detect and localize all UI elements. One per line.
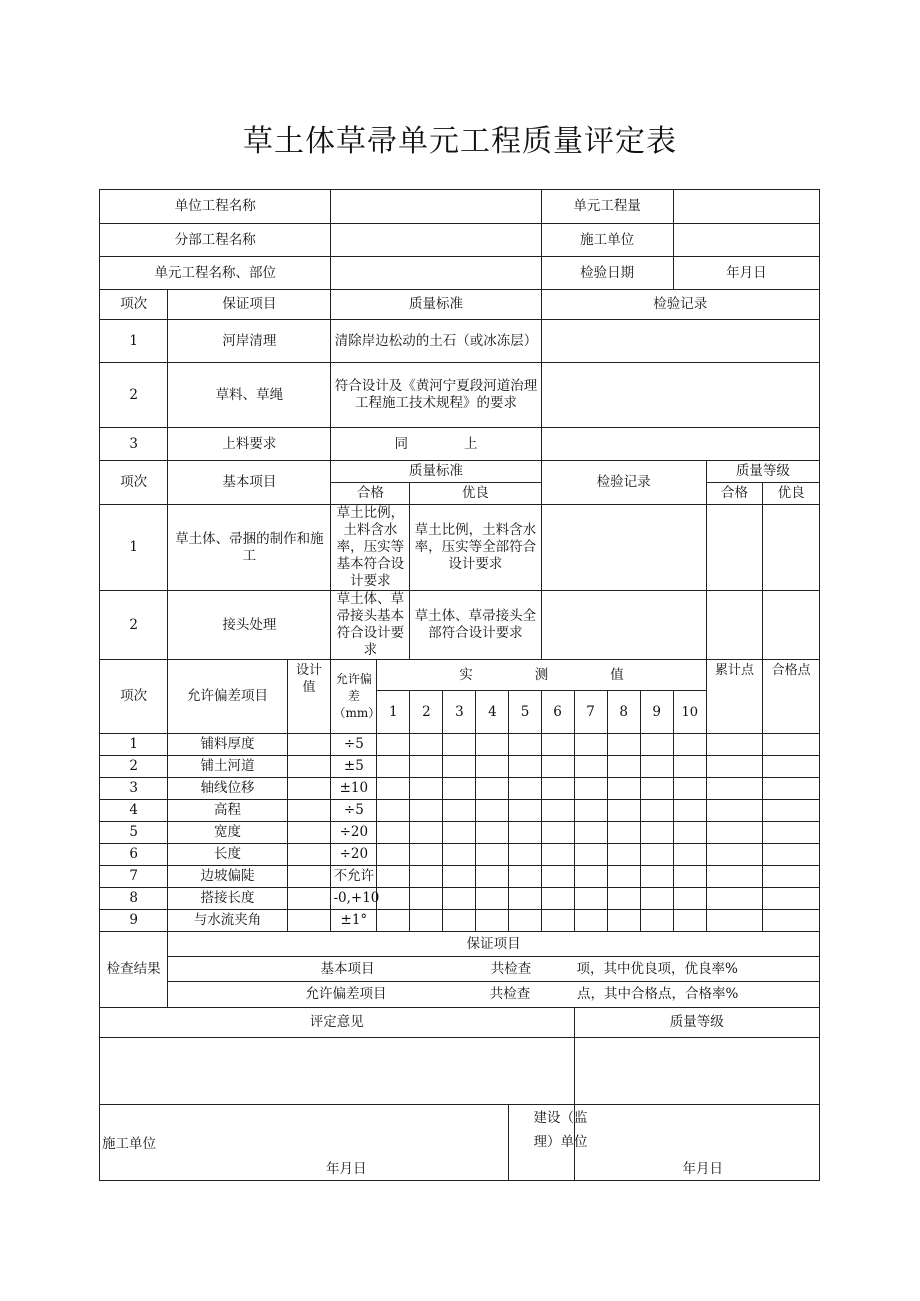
tolerance-row	[100, 800, 820, 822]
tolerance-row-measured	[541, 822, 574, 844]
tolerance-allowed-header: 允许偏差（mm）	[331, 660, 377, 734]
tolerance-row-item: 边坡偏陡	[168, 866, 287, 888]
tolerance-row-measured	[509, 844, 541, 866]
tolerance-row-cumulative	[706, 778, 763, 800]
tolerance-row	[100, 822, 820, 844]
tolerance-item-header: 允许偏差项目	[168, 660, 287, 734]
tolerance-row-measured	[509, 778, 541, 800]
point-header: 8	[607, 691, 640, 734]
tolerance-row-measured	[377, 888, 410, 910]
tolerance-row-measured	[443, 844, 476, 866]
cumulative-points-header: 累计点	[706, 660, 763, 734]
guarantee-row-item: 草料、草绳	[168, 363, 331, 428]
tolerance-row-allowed: ÷5	[331, 800, 377, 822]
owner-unit-label-b: 理）单位	[533, 1134, 588, 1150]
tolerance-row-measured	[410, 844, 443, 866]
tolerance-row-measured	[443, 778, 476, 800]
tolerance-row-measured	[377, 756, 410, 778]
tolerance-row-measured	[673, 822, 706, 844]
tolerance-row-allowed: ÷5	[331, 734, 377, 756]
tolerance-row-measured	[377, 734, 410, 756]
tolerance-row-measured	[574, 866, 607, 888]
tolerance-row-cumulative	[706, 866, 763, 888]
basic-row-index: 1	[100, 505, 168, 591]
same-as-above-a: 同	[394, 435, 408, 452]
tolerance-row-measured	[410, 756, 443, 778]
tolerance-row-measured	[443, 888, 476, 910]
tolerance-row-index: 7	[100, 866, 168, 888]
point-header: 5	[509, 691, 541, 734]
results-basic-row	[168, 957, 820, 982]
tolerance-row-measured	[377, 778, 410, 800]
basic-row-index: 2	[100, 591, 168, 660]
inspection-date-label: 检验日期	[541, 257, 673, 290]
tolerance-row-measured	[443, 866, 476, 888]
tolerance-row-measured	[640, 888, 673, 910]
tolerance-row-item: 高程	[168, 800, 287, 822]
tolerance-row-measured	[541, 888, 574, 910]
unit-project-name-value	[331, 190, 541, 224]
tolerance-row-cumulative	[706, 888, 763, 910]
basic-item-header: 基本项目	[168, 461, 331, 505]
division-project-name-value	[331, 224, 541, 257]
tolerance-row-item: 轴线位移	[168, 778, 287, 800]
results-tolerance-checked: 共检查	[489, 986, 531, 1002]
tolerance-row-measured	[607, 866, 640, 888]
tolerance-row-allowed: ±5	[331, 756, 377, 778]
tolerance-row-measured	[476, 844, 509, 866]
tolerance-row-measured	[476, 756, 509, 778]
tolerance-row-pass	[763, 756, 820, 778]
tolerance-row-allowed: -0,+10	[331, 888, 377, 910]
tolerance-row-measured	[541, 778, 574, 800]
guarantee-row-standard	[331, 428, 541, 461]
tolerance-row-cumulative	[706, 910, 763, 932]
tolerance-row-measured	[541, 844, 574, 866]
tolerance-index-header: 项次	[100, 660, 168, 734]
owner-unit-label-a: 建设（监	[533, 1110, 588, 1126]
division-project-name-label: 分部工程名称	[100, 224, 331, 257]
guarantee-row-standard: 清除岸边松动的土石（或冰冻层）	[331, 320, 541, 363]
tolerance-row-measured	[509, 910, 541, 932]
tolerance-row-measured	[640, 910, 673, 932]
tolerance-row-measured	[640, 844, 673, 866]
element-name-location-value	[331, 257, 541, 290]
tolerance-row-measured	[509, 800, 541, 822]
basic-row-qualified: 草土体、草帚接头基本符合设计要求	[331, 591, 410, 660]
tolerance-row-measured	[443, 822, 476, 844]
unit-work-quantity-label: 单元工程量	[541, 190, 673, 224]
guarantee-row-standard: 符合设计及《黄河宁夏段河道治理工程施工技术规程》的要求	[331, 363, 541, 428]
evaluation-grade-header: 质量等级	[574, 1008, 819, 1038]
construction-unit-signature	[100, 1105, 509, 1181]
tolerance-row-measured	[410, 800, 443, 822]
tolerance-row-measured	[509, 866, 541, 888]
guarantee-row-record	[541, 320, 820, 363]
tolerance-row-measured	[410, 888, 443, 910]
tolerance-row-measured	[509, 734, 541, 756]
tolerance-row-measured	[574, 822, 607, 844]
tolerance-design-header: 设计值	[287, 660, 331, 734]
measured-values-header	[377, 660, 706, 691]
tolerance-row-measured	[673, 778, 706, 800]
tolerance-row-item: 铺土河道	[168, 756, 287, 778]
results-basic-checked: 共检查	[490, 960, 532, 977]
owner-unit-signature	[574, 1105, 819, 1181]
guarantee-row-item: 河岸清理	[168, 320, 331, 363]
measured-label-b: 测	[534, 666, 549, 683]
signature-construction-unit-label: 施工单位	[102, 1136, 156, 1152]
tolerance-row-measured	[574, 844, 607, 866]
basic-grade-header: 质量等级	[706, 461, 819, 483]
tolerance-row-measured	[607, 910, 640, 932]
guarantee-item-header: 保证项目	[168, 290, 331, 320]
tolerance-row	[100, 888, 820, 910]
same-as-above-b: 上	[463, 435, 478, 452]
tolerance-row-measured	[410, 734, 443, 756]
basic-row-item: 接头处理	[168, 591, 331, 660]
tolerance-row-measured	[443, 756, 476, 778]
results-guarantee-label: 保证项目	[466, 935, 521, 952]
point-header: 6	[541, 691, 574, 734]
tolerance-row-measured	[574, 778, 607, 800]
tolerance-row-measured	[541, 734, 574, 756]
tolerance-row	[100, 910, 820, 932]
tolerance-row-measured	[541, 800, 574, 822]
basic-row-grade-excellent	[763, 591, 820, 660]
point-header: 4	[476, 691, 509, 734]
basic-row-grade-excellent	[763, 505, 820, 591]
evaluation-opinion-value	[100, 1038, 575, 1105]
tolerance-row	[100, 734, 820, 756]
guarantee-row-index: 3	[100, 428, 168, 461]
construction-unit-value	[673, 224, 819, 257]
tolerance-row-measured	[607, 734, 640, 756]
tolerance-row-measured	[607, 822, 640, 844]
tolerance-row	[100, 756, 820, 778]
tolerance-row-measured	[673, 866, 706, 888]
tolerance-row-measured	[640, 800, 673, 822]
tolerance-row-pass	[763, 888, 820, 910]
tolerance-row-pass	[763, 866, 820, 888]
basic-row-record	[541, 505, 706, 591]
tolerance-row-measured	[476, 800, 509, 822]
tolerance-row-cumulative	[706, 822, 763, 844]
tolerance-row-index: 9	[100, 910, 168, 932]
tolerance-row-measured	[607, 756, 640, 778]
signature-date-left: 年月日	[326, 1161, 367, 1177]
basic-row-grade-qualified	[706, 505, 763, 591]
point-header: 2	[410, 691, 443, 734]
construction-unit-label: 施工单位	[541, 224, 673, 257]
point-header: 1	[377, 691, 410, 734]
tolerance-row-allowed: ±1°	[331, 910, 377, 932]
basic-record-header: 检验记录	[541, 461, 706, 505]
tolerance-row-measured	[509, 756, 541, 778]
inspection-date-value: 年月日	[673, 257, 819, 290]
tolerance-row-design	[287, 910, 331, 932]
tolerance-row-measured	[509, 888, 541, 910]
tolerance-row	[100, 866, 820, 888]
tolerance-row-index: 1	[100, 734, 168, 756]
tolerance-row-measured	[476, 778, 509, 800]
tolerance-row-measured	[476, 822, 509, 844]
results-guarantee-row	[168, 932, 820, 957]
tolerance-row-measured	[410, 910, 443, 932]
guarantee-index-header: 项次	[100, 290, 168, 320]
tolerance-row-measured	[443, 910, 476, 932]
guarantee-row-index: 1	[100, 320, 168, 363]
tolerance-row-measured	[476, 888, 509, 910]
tolerance-row-design	[287, 866, 331, 888]
tolerance-row-measured	[377, 822, 410, 844]
tolerance-row-allowed: 不允许	[331, 866, 377, 888]
tolerance-row-measured	[476, 910, 509, 932]
tolerance-row-index: 5	[100, 822, 168, 844]
tolerance-row-measured	[640, 822, 673, 844]
guarantee-row-index: 2	[100, 363, 168, 428]
pass-points-header: 合格点	[763, 660, 820, 734]
guarantee-standard-header: 质量标准	[331, 290, 541, 320]
tolerance-row-measured	[377, 866, 410, 888]
tolerance-row-design	[287, 734, 331, 756]
guarantee-record-header: 检验记录	[541, 290, 820, 320]
tolerance-row-item: 与水流夹角	[168, 910, 287, 932]
guarantee-row-item: 上料要求	[168, 428, 331, 461]
tolerance-row-measured	[509, 822, 541, 844]
basic-index-header: 项次	[100, 461, 168, 505]
basic-row-excellent: 草土体、草帚接头全部符合设计要求	[410, 591, 541, 660]
unit-work-quantity-value	[673, 190, 819, 224]
tolerance-row-pass	[763, 910, 820, 932]
basic-excellent-header: 优良	[410, 483, 541, 505]
tolerance-row-design	[287, 888, 331, 910]
tolerance-row-measured	[673, 756, 706, 778]
tolerance-row	[100, 844, 820, 866]
guarantee-row-record	[541, 428, 820, 461]
tolerance-row-measured	[443, 734, 476, 756]
tolerance-row	[100, 778, 820, 800]
tolerance-row-measured	[640, 778, 673, 800]
point-header: 3	[443, 691, 476, 734]
tolerance-row-allowed: ÷20	[331, 844, 377, 866]
tolerance-row-design	[287, 844, 331, 866]
tolerance-row-measured	[607, 888, 640, 910]
tolerance-row-measured	[541, 910, 574, 932]
tolerance-row-index: 6	[100, 844, 168, 866]
tolerance-row-pass	[763, 822, 820, 844]
tolerance-row-cumulative	[706, 734, 763, 756]
basic-row-item: 草土体、帚捆的制作和施工	[168, 505, 331, 591]
tolerance-row-measured	[541, 756, 574, 778]
tolerance-row-pass	[763, 844, 820, 866]
tolerance-row-measured	[574, 888, 607, 910]
tolerance-row-index: 4	[100, 800, 168, 822]
quality-evaluation-form	[99, 189, 820, 1181]
basic-qualified-header: 合格	[331, 483, 410, 505]
point-header: 10	[673, 691, 706, 734]
tolerance-row-measured	[410, 866, 443, 888]
tolerance-row-measured	[673, 800, 706, 822]
results-basic-summary: 项，其中优良项，优良率%	[576, 960, 738, 977]
tolerance-row-measured	[476, 734, 509, 756]
basic-grade-qualified-header: 合格	[706, 483, 763, 505]
basic-row-excellent: 草土比例，土料含水率，压实等全部符合设计要求	[410, 505, 541, 591]
tolerance-row-measured	[607, 778, 640, 800]
tolerance-row-pass	[763, 734, 820, 756]
tolerance-row-cumulative	[706, 844, 763, 866]
tolerance-row-measured	[574, 734, 607, 756]
tolerance-row-pass	[763, 800, 820, 822]
guarantee-row-record	[541, 363, 820, 428]
tolerance-row-measured	[377, 800, 410, 822]
tolerance-row-pass	[763, 778, 820, 800]
tolerance-row-measured	[673, 734, 706, 756]
tolerance-row-measured	[443, 800, 476, 822]
tolerance-row-measured	[377, 910, 410, 932]
results-tolerance-row	[168, 982, 820, 1008]
results-basic-label: 基本项目	[320, 960, 375, 977]
tolerance-row-measured	[574, 910, 607, 932]
signature-date-right: 年月日	[682, 1161, 724, 1177]
tolerance-row-measured	[640, 756, 673, 778]
tolerance-row-measured	[640, 734, 673, 756]
tolerance-row-item: 宽度	[168, 822, 287, 844]
tolerance-row-item: 长度	[168, 844, 287, 866]
results-label: 检查结果	[100, 932, 168, 1008]
basic-row-grade-qualified	[706, 591, 763, 660]
tolerance-row-measured	[377, 844, 410, 866]
tolerance-row-design	[287, 756, 331, 778]
unit-project-name-label: 单位工程名称	[100, 190, 331, 224]
element-name-location-label: 单元工程名称、部位	[100, 257, 331, 290]
point-header: 9	[640, 691, 673, 734]
tolerance-rows	[100, 734, 820, 932]
tolerance-row-measured	[607, 844, 640, 866]
tolerance-row-measured	[673, 910, 706, 932]
tolerance-row-measured	[410, 778, 443, 800]
evaluation-grade-value	[574, 1038, 819, 1105]
tolerance-row-design	[287, 778, 331, 800]
tolerance-row-measured	[410, 822, 443, 844]
tolerance-row-index: 3	[100, 778, 168, 800]
tolerance-row-measured	[673, 888, 706, 910]
results-tolerance-summary: 点，其中合格点，合格率%	[576, 986, 739, 1002]
tolerance-row-measured	[476, 866, 509, 888]
tolerance-row-measured	[574, 800, 607, 822]
tolerance-row-allowed: ÷20	[331, 822, 377, 844]
tolerance-row-measured	[673, 844, 706, 866]
basic-row-qualified: 草土比例，土料含水率，压实等基本符合设计要求	[331, 505, 410, 591]
tolerance-row-measured	[541, 866, 574, 888]
tolerance-row-measured	[574, 756, 607, 778]
tolerance-row-cumulative	[706, 756, 763, 778]
tolerance-row-design	[287, 800, 331, 822]
owner-unit-label-cell	[509, 1105, 588, 1181]
measured-label-c: 值	[610, 666, 624, 683]
evaluation-opinion-header: 评定意见	[100, 1008, 575, 1038]
tolerance-row-measured	[640, 866, 673, 888]
results-tolerance-label: 允许偏差项目	[305, 986, 387, 1002]
basic-standard-header: 质量标准	[331, 461, 541, 483]
point-header: 7	[574, 691, 607, 734]
basic-grade-excellent-header: 优良	[763, 483, 820, 505]
tolerance-row-item: 搭接长度	[168, 888, 287, 910]
tolerance-row-cumulative	[706, 800, 763, 822]
basic-row-record	[541, 591, 706, 660]
tolerance-row-allowed: ±10	[331, 778, 377, 800]
form-title: 草土体草帚单元工程质量评定表	[243, 124, 677, 159]
tolerance-row-index: 8	[100, 888, 168, 910]
measured-label-a: 实	[459, 666, 473, 683]
tolerance-row-index: 2	[100, 756, 168, 778]
tolerance-row-measured	[607, 800, 640, 822]
tolerance-row-item: 铺料厚度	[168, 734, 287, 756]
tolerance-row-design	[287, 822, 331, 844]
